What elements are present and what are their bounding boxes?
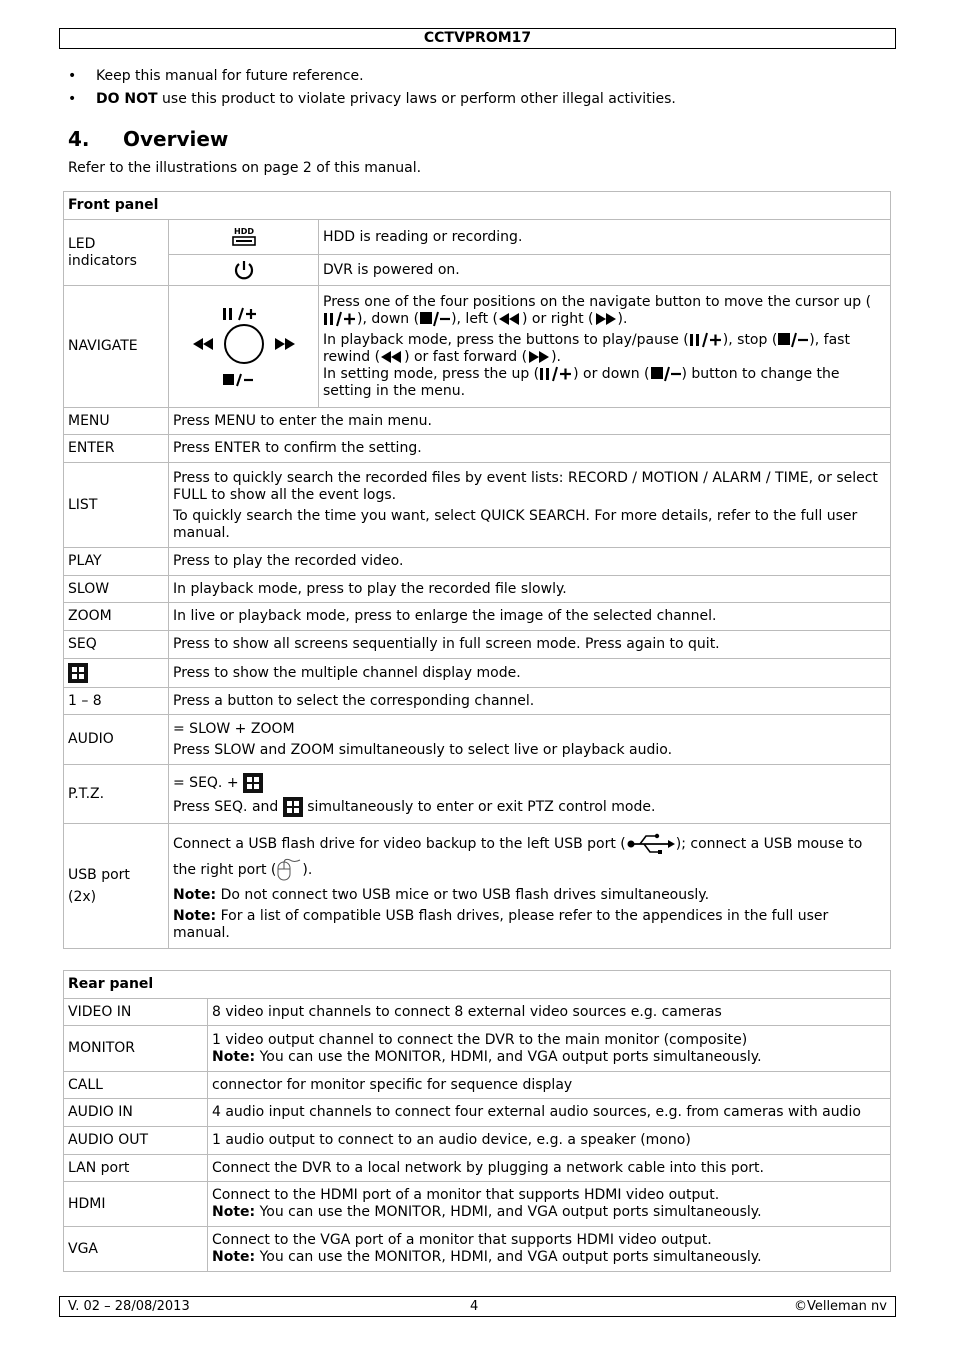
list-desc (169, 463, 891, 548)
list-para-2: To quickly search the time you want, select QUICK SEARCH. For more details, refer to the full user manual. (173, 507, 858, 541)
stop-minus-icon (650, 366, 682, 382)
usb-icon (626, 832, 676, 856)
document-footer (59, 1296, 896, 1317)
audio-out-desc: 1 audio output to connect to an audio device, e.g. a speaker (mono) (208, 1127, 891, 1155)
call-desc: connector for monitor specific for sequence display (208, 1072, 891, 1099)
seq-desc: Press to show all screens sequentially in full screen mode. Press again to quit. (169, 631, 891, 659)
play-pause-plus-icon (323, 311, 357, 327)
front-panel-heading: Front panel (64, 192, 891, 220)
power-icon (232, 258, 256, 282)
play-desc: Press to play the recorded video. (169, 548, 891, 576)
rewind-icon (193, 338, 213, 350)
multi-screen-grid-icon (283, 797, 303, 817)
rewind-icon (380, 350, 404, 364)
section-heading: Overview (123, 127, 229, 151)
table-row (64, 631, 891, 659)
table-row (64, 548, 891, 576)
document-header: CCTVPROM17 (59, 28, 896, 49)
power-icon-cell (169, 255, 319, 286)
navigate-para-1: Press one of the four positions on the navigate button to move the cursor up (), down ( ), left ( ) or right ( ). (323, 293, 872, 327)
audio-desc (169, 715, 891, 765)
footer-copyright: ©Velleman nv (793, 1299, 887, 1314)
slow-desc: In playback mode, press to play the recorded file slowly. (169, 576, 891, 603)
list-label: LIST (64, 463, 169, 548)
table-row (64, 576, 891, 603)
audio-para-2: Press SLOW and ZOOM simultaneously to select live or playback audio. (173, 742, 673, 758)
table-row (64, 765, 891, 824)
table-row (64, 435, 891, 463)
front-panel-table (63, 191, 891, 949)
footer-version: V. 02 – 28/08/2013 (68, 1299, 190, 1314)
play-label: PLAY (64, 548, 169, 576)
ptz-label: P.T.Z. (64, 765, 169, 824)
table-row (64, 603, 891, 631)
mouse-icon (276, 858, 302, 882)
section-intro: Refer to the illustrations on page 2 of this manual. (68, 160, 422, 176)
hdmi-desc: Connect to the HDMI port of a monitor that supports HDMI video output. Note: You can use the MONITOR, HDMI, and VGA output ports simultaneously. (208, 1182, 891, 1227)
fast-forward-icon (275, 338, 295, 350)
audio-out-label: AUDIO OUT (64, 1127, 208, 1155)
hdd-desc: HDD is reading or recording. (319, 220, 891, 255)
table-row (64, 220, 891, 255)
table-row (64, 688, 891, 715)
rear-panel-table (63, 970, 891, 1272)
usb-label: USB port (2x) (64, 824, 169, 949)
audio-in-desc: 4 audio input channels to connect four external audio sources, e.g. from cameras with audio (208, 1099, 891, 1127)
bullet-item (68, 91, 908, 114)
ptz-para-1: = SEQ. + (173, 773, 886, 793)
table-row (64, 659, 891, 688)
section-title (68, 127, 228, 151)
channel-label: 1 – 8 (64, 688, 169, 715)
rear-panel-heading: Rear panel (64, 971, 891, 999)
fast-forward-icon (594, 312, 618, 326)
table-row (64, 1127, 891, 1155)
enter-desc: Press ENTER to confirm the setting. (169, 435, 891, 463)
navigate-pad-icon (189, 304, 299, 390)
slow-label: SLOW (64, 576, 169, 603)
lan-port-desc: Connect the DVR to a local network by plugging a network cable into this port. (208, 1155, 891, 1182)
table-row (64, 824, 891, 949)
table-row (64, 1227, 891, 1272)
navigate-icon-cell (169, 286, 319, 408)
menu-label: MENU (64, 408, 169, 435)
bullet-dot-icon: • (68, 68, 77, 84)
stop-minus-icon (223, 374, 253, 386)
bullet-bold: DO NOT (96, 91, 158, 107)
vga-desc: Connect to the VGA port of a monitor that supports HDMI video output. Note: You can use the MONITOR, HDMI, and VGA output ports simultaneously. (208, 1227, 891, 1272)
bullet-item (68, 68, 908, 91)
rewind-icon (498, 312, 522, 326)
channel-desc: Press a button to select the corresponding channel. (169, 688, 891, 715)
table-row (64, 1072, 891, 1099)
table-row (64, 971, 891, 999)
zoom-label: ZOOM (64, 603, 169, 631)
led-label: LED indicators (64, 220, 169, 286)
vga-label: VGA (64, 1227, 208, 1272)
hdmi-label: HDMI (64, 1182, 208, 1227)
audio-para-1: = SLOW + ZOOM (173, 721, 295, 737)
seq-label: SEQ (64, 631, 169, 659)
ptz-desc (169, 765, 891, 824)
lan-port-label: LAN port (64, 1155, 208, 1182)
multi-screen-grid-icon (68, 663, 88, 683)
video-in-desc: 8 video input channels to connect 8 external video sources e.g. cameras (208, 999, 891, 1026)
multi-channel-label (64, 659, 169, 688)
play-pause-plus-icon (539, 366, 573, 382)
stop-minus-icon (777, 332, 809, 348)
play-pause-plus-icon (223, 308, 256, 320)
audio-in-label: AUDIO IN (64, 1099, 208, 1127)
table-row (64, 715, 891, 765)
table-row (64, 463, 891, 548)
enter-label: ENTER (64, 435, 169, 463)
usb-note-1: Note: Do not connect two USB mice or two USB flash drives simultaneously. (173, 887, 710, 903)
bullet-text: use this product to violate privacy laws or perform other illegal activities. (157, 91, 676, 107)
video-in-label: VIDEO IN (64, 999, 208, 1026)
footer-page-number: 4 (470, 1299, 479, 1314)
hdd-icon-text: HDD (233, 227, 254, 236)
power-desc: DVR is powered on. (319, 255, 891, 286)
hdd-icon-cell (169, 220, 319, 255)
usb-para-1: Connect a USB flash drive for video backup to the left USB port ( ); connect a USB mouse to the right port ( ). (173, 831, 886, 883)
table-row (64, 408, 891, 435)
table-row (64, 1099, 891, 1127)
call-label: CALL (64, 1072, 208, 1099)
monitor-label: MONITOR (64, 1026, 208, 1072)
table-row (64, 1155, 891, 1182)
table-row (64, 286, 891, 408)
table-row (64, 255, 891, 286)
bullet-list (68, 68, 908, 114)
zoom-desc: In live or playback mode, press to enlarge the image of the selected channel. (169, 603, 891, 631)
usb-note-2: Note: For a list of compatible USB flash drives, please refer to the appendices in the full user manual. (173, 908, 829, 941)
navigate-label: NAVIGATE (64, 286, 169, 408)
menu-desc: Press MENU to enter the main menu. (169, 408, 891, 435)
table-row (64, 1026, 891, 1072)
bullet-dot-icon: • (68, 91, 77, 107)
list-para-1: Press to quickly search the recorded files by event lists: RECORD / MOTION / ALARM / TIME, or select FULL to show all the event logs. (173, 469, 878, 503)
usb-desc (169, 824, 891, 949)
audio-label: AUDIO (64, 715, 169, 765)
hdd-icon (230, 225, 258, 249)
fast-forward-icon (527, 350, 551, 364)
navigate-para-2: In playback mode, press the buttons to play/pause ( ), stop ( ), fast rewind ( ) or fast forward ( ). (323, 331, 850, 365)
table-row (64, 1182, 891, 1227)
ptz-para-2: Press SEQ. and simultaneously to enter or exit PTZ control mode. (173, 798, 656, 815)
monitor-desc: 1 video output channel to connect the DVR to the main monitor (composite) Note: You can use the MONITOR, HDMI, and VGA output ports simultaneously. (208, 1026, 891, 1072)
navigate-desc (319, 286, 891, 408)
stop-minus-icon (419, 311, 451, 327)
multi-screen-grid-icon (243, 773, 263, 793)
table-row (64, 192, 891, 220)
table-row (64, 999, 891, 1026)
multi-channel-desc: Press to show the multiple channel display mode. (169, 659, 891, 688)
navigate-para-3: In setting mode, press the up ( ) or down ( ) button to change the setting in the menu. (323, 365, 840, 399)
play-pause-plus-icon (689, 332, 723, 348)
section-number: 4. (68, 127, 90, 151)
bullet-text: Keep this manual for future reference. (96, 68, 364, 84)
